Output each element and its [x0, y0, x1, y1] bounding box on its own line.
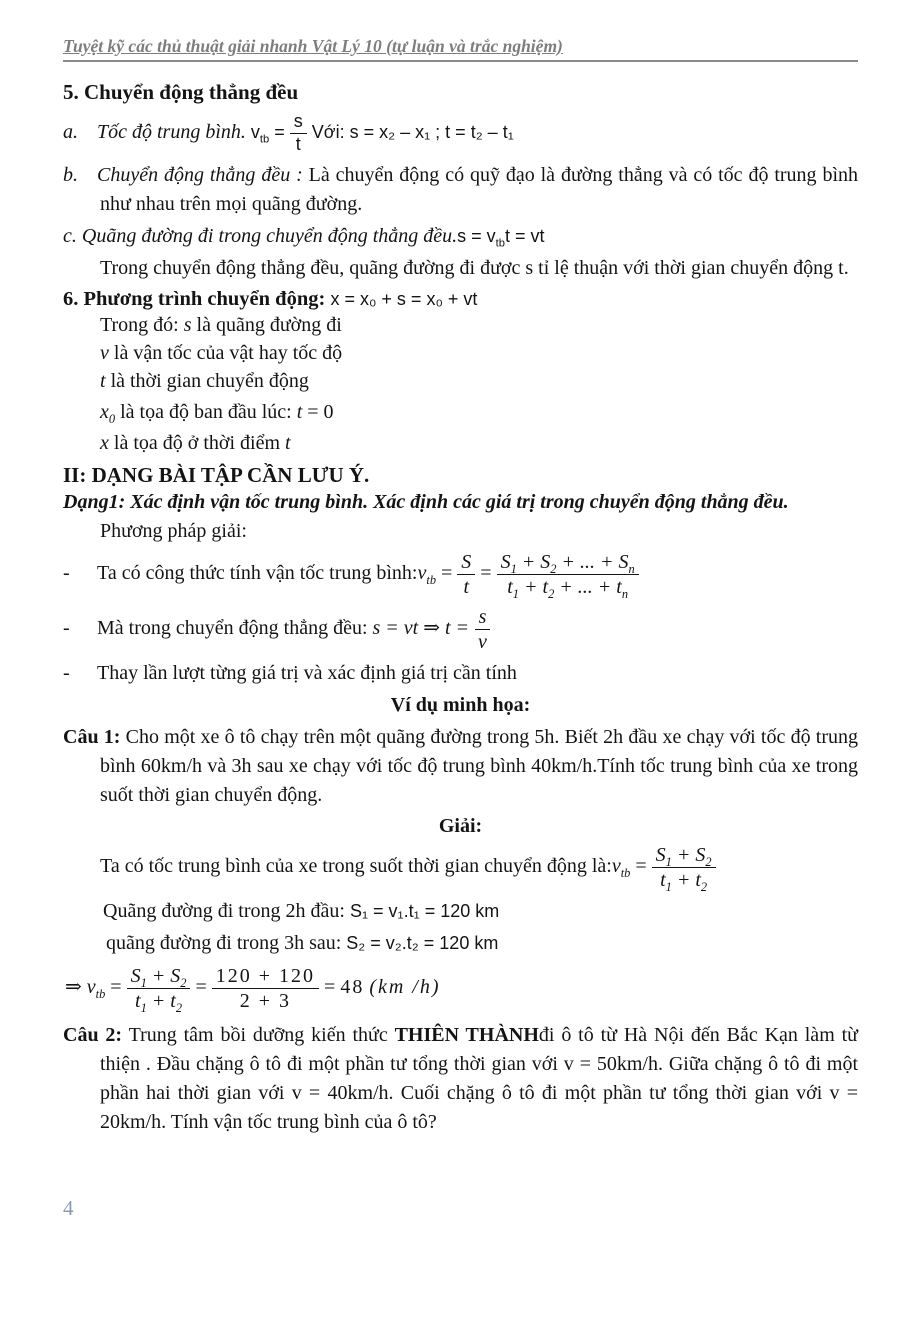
bullet-substitute: [63, 659, 858, 688]
math-term: + ... + t: [554, 576, 622, 599]
math-var: v: [417, 562, 427, 585]
avg-speed-formula: [250, 111, 514, 154]
fraction-denominator: [656, 868, 711, 895]
subscript: n: [628, 562, 635, 577]
math-term: + t: [671, 869, 701, 892]
subscript: 2: [705, 855, 712, 870]
math-term: + t: [146, 990, 176, 1013]
fraction-denominator: t: [295, 133, 301, 154]
solution-intro-text: Ta có tốc trung bình của xe trong suốt thời gian chuyển động là:: [100, 855, 612, 878]
section-6-heading: [63, 288, 858, 311]
math-var: [100, 401, 116, 427]
math-term: t = vt: [504, 226, 545, 247]
cau1-solution-intro: [100, 843, 858, 895]
subscript: tb: [620, 866, 631, 881]
definition-text: là tọa độ ban đầu lúc:: [120, 401, 292, 424]
fraction: [652, 843, 716, 895]
math-var: t: [100, 370, 106, 393]
subscript: 2: [180, 976, 187, 991]
cau2-text-before-brand: Trung tâm bồi dưỡng kiến thức: [128, 1024, 388, 1047]
fraction-numerator: s: [290, 111, 307, 134]
subscript: tb: [426, 573, 437, 588]
subscript: tb: [95, 987, 106, 1002]
math-term: x: [100, 401, 109, 424]
fraction-numerator: [652, 843, 716, 868]
definition-text: là quãng đường đi: [196, 314, 342, 337]
fraction-denominator: [131, 989, 186, 1016]
fraction: [127, 964, 191, 1016]
subscript: 1: [510, 562, 517, 577]
running-header-title: Tuyệt kỹ các thủ thuật giải nhanh Vật Lý 10 (tự luận và trắc nghiệm): [63, 36, 563, 56]
math-var: x: [100, 432, 109, 455]
math-term: s = vt ⇒ t =: [372, 617, 470, 640]
math-term: s = v: [457, 226, 496, 247]
definition-x0: [100, 399, 858, 426]
item-a-line: [63, 111, 858, 155]
result-value: 48: [340, 976, 365, 999]
fraction-denominator: 2 + 3: [239, 990, 292, 1013]
subscript: 1: [665, 855, 672, 870]
math-var: v: [100, 342, 109, 365]
math-term: S: [655, 844, 666, 867]
fraction-denominator: t: [463, 576, 470, 599]
implies-arrow: ⇒: [65, 976, 82, 999]
examples-heading: Ví dụ minh họa:: [390, 694, 531, 717]
math-var: v: [611, 855, 621, 878]
definition-s: [100, 312, 858, 339]
bullet-dash: -: [63, 562, 70, 585]
equation-of-motion: x = x₀ + s = x₀ + vt: [330, 289, 478, 310]
fraction-numerator: 120 + 120: [212, 964, 319, 989]
distance-3h-line: [106, 930, 858, 956]
time-formula: [372, 606, 491, 654]
distance-2h-formula: S₁ = v₁.t₁ = 120 km: [349, 901, 500, 922]
math-var: v: [86, 976, 96, 999]
math-term: t: [660, 869, 666, 892]
math-term: + S: [671, 844, 706, 867]
cau1-label: Câu 1:: [63, 726, 121, 749]
subscript: 1: [512, 587, 519, 602]
equals-sign: =: [635, 855, 647, 878]
item-a-label: Tốc độ trung bình.: [97, 120, 246, 143]
item-c-line: [63, 222, 858, 251]
fraction: [212, 964, 319, 1013]
definition-text: là tọa độ ở thời điểm: [113, 432, 281, 455]
cau1-paragraph: [63, 723, 858, 810]
bullet-text: Thay lần lượt từng giá trị và xác định giá trị cần tính: [97, 662, 517, 685]
subscript: 2: [175, 1001, 183, 1016]
running-header: [63, 36, 858, 62]
math-term: + t: [519, 576, 549, 599]
distance-formula: [457, 226, 545, 250]
math-var: v: [250, 121, 260, 142]
subscript: 1: [140, 1001, 147, 1016]
math-var: t: [285, 432, 291, 455]
subscript: 2: [700, 880, 708, 895]
math-term: t: [135, 990, 141, 1013]
math-term: S: [130, 965, 141, 988]
bullet-avg-velocity: [63, 550, 858, 602]
subscript: 2: [550, 562, 557, 577]
math-term: + S: [516, 551, 551, 574]
uniform-motion-note: Trong chuyển động thẳng đều, quãng đường đi được s tỉ lệ thuận với thời gian chuyển động t.: [100, 257, 849, 280]
definition-v: [100, 340, 858, 367]
item-b-paragraph: [63, 161, 858, 219]
distance-2h-line: [103, 898, 858, 924]
section-5-heading: 5. Chuyển động thẳng đều: [63, 80, 299, 104]
definition-text: là thời gian chuyển động: [110, 370, 309, 393]
cau2-text-after-brand: đi ô tô từ Hà Nội đến Bắc Kạn làm từ thiện . Đầu chặng ô tô đi một phần tư tổng thời gian với v = 50km/h. Giữa chặng ô tô đi một phần hai thời gian với v = 40km/h. Cuối chặng ô tô đi một phần tư tổng thời gian với v = 20km/h. Tính vận tốc trung bình của ô tô?: [100, 1024, 858, 1134]
item-a-marker: a.: [63, 120, 78, 143]
math-term: t: [507, 576, 513, 599]
subscript: tb: [259, 133, 270, 146]
cau2-paragraph: [63, 1021, 858, 1137]
fraction-numerator: S: [457, 550, 475, 575]
fraction-numerator: [497, 550, 639, 575]
distance-2h-lead: Quãng đường đi trong 2h đầu:: [103, 900, 345, 923]
item-c-label: Quãng đường đi trong chuyển động thẳng đều.: [81, 225, 458, 248]
definition-t: [100, 368, 858, 395]
item-b-marker: b.: [63, 164, 78, 187]
math-term: S: [500, 551, 511, 574]
fraction: [474, 605, 491, 654]
page-number: 4: [63, 1196, 74, 1220]
definition-tail: = 0: [307, 401, 334, 424]
method-label: Phương pháp giải:: [100, 520, 247, 543]
variable-definitions: [100, 312, 858, 457]
subscript: tb: [495, 237, 505, 250]
subscript: 1: [665, 880, 672, 895]
fraction: [497, 550, 639, 602]
giai-heading: Giải:: [438, 815, 483, 838]
cau2-label: Câu 2:: [63, 1024, 123, 1047]
equals-sign: =: [480, 562, 492, 585]
item-b-text: Là chuyển động có quỹ đạo là đường thẳng và có tốc độ trung bình như nhau trên mọi quãng đường.: [100, 164, 859, 216]
fraction: [457, 550, 475, 599]
subscript: n: [621, 587, 629, 602]
equals-sign: =: [110, 976, 122, 999]
math-var: s: [183, 314, 192, 337]
avg-velocity-formula: [417, 551, 638, 602]
definition-lead: Trong đó:: [100, 314, 179, 337]
equals-sign: =: [195, 976, 207, 999]
result-line: [65, 964, 858, 1016]
fraction-numerator: s: [475, 605, 491, 630]
dang1-heading: Dạng1: Xác định vận tốc trung bình. Xác định các giá trị trong chuyển động thẳng đều.: [63, 491, 789, 514]
cau1-text: Cho một xe ô tô chạy trên một quãng đường trong 5h. Biết 2h đầu xe chạy với tốc độ trung bình 60km/h và 3h sau xe chạy với tốc độ trung bình 40km/h.Tính tốc trung bình của xe trong suốt thời gian chuyển động.: [100, 726, 858, 807]
distance-3h-formula: S₂ = v₂.t₂ = 120 km: [346, 933, 499, 954]
bullet-dash: -: [63, 617, 70, 640]
fraction-denominator: [503, 575, 632, 602]
fraction-denominator: v: [478, 631, 487, 654]
formula-tail: Với: s = x₂ – x₁ ; t = t₂ – t₁: [311, 121, 514, 142]
definition-x: [100, 430, 858, 457]
section-ii-heading: II: DẠNG BÀI TẬP CẦN LƯU Ý.: [63, 463, 370, 488]
result-unit: (km /h): [369, 976, 441, 999]
item-c-marker: c.: [63, 225, 77, 248]
bullet-dash: -: [63, 662, 70, 685]
vtb-fraction-formula: [611, 844, 716, 895]
bullet-text: Ta có công thức tính vận tốc trung bình:: [97, 562, 418, 585]
section-6-title: 6. Phương trình chuyển động:: [63, 288, 326, 311]
fraction: [290, 111, 307, 155]
equals-sign: =: [274, 121, 285, 142]
distance-3h-lead: quãng đường đi trong 3h sau:: [106, 932, 342, 955]
equals-sign: =: [441, 562, 453, 585]
bullet-text: Mà trong chuyển động thẳng đều:: [97, 617, 368, 640]
subscript: 2: [548, 587, 555, 602]
fraction-numerator: [127, 964, 191, 989]
subscript: 0: [108, 412, 116, 427]
math-term: + ... + S: [556, 551, 629, 574]
math-term: + S: [146, 965, 181, 988]
bullet-uniform-motion: [63, 605, 858, 654]
math-var: t: [296, 401, 303, 424]
equals-sign: =: [324, 976, 336, 999]
subscript: 1: [140, 976, 147, 991]
definition-text: là vận tốc của vật hay tốc độ: [113, 342, 343, 365]
cau2-brand: THIÊN THÀNH: [394, 1024, 539, 1047]
item-b-label: Chuyển động thẳng đều :: [97, 164, 303, 187]
